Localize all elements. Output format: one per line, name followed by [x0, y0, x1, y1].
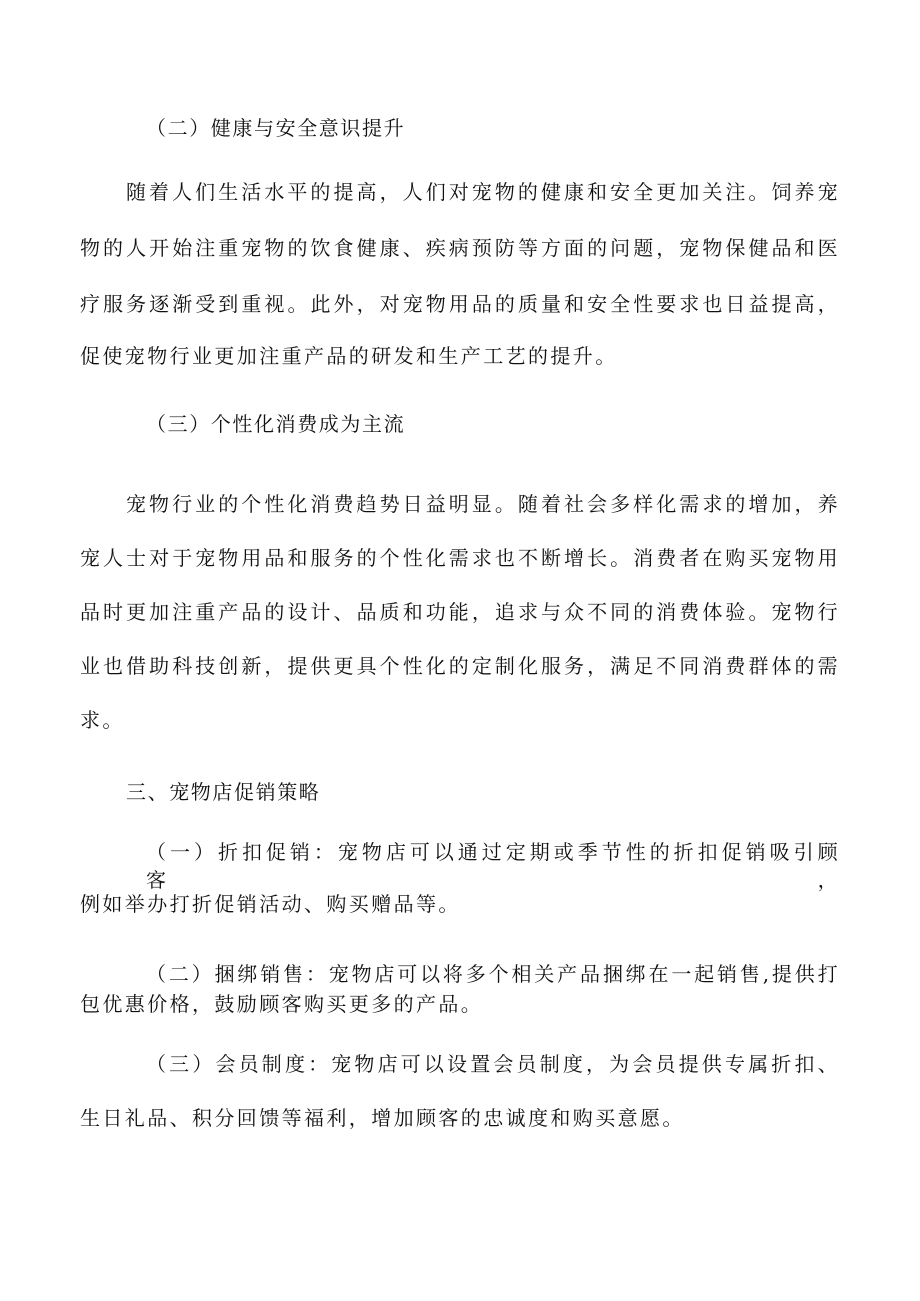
- paragraph-line: 促使宠物行业更加注重产品的研发和生产工艺的提升。: [80, 344, 618, 368]
- section-heading-promotion-strategy: 三、宠物店促销策略: [126, 780, 321, 804]
- paragraph-line: 业也借助科技创新，提供更具个性化的定制化服务，满足不同消费群体的需: [80, 654, 840, 678]
- section-heading-health-safety: （二）健康与安全意识提升: [146, 116, 406, 140]
- list-item-line: （二）捆绑销售：宠物店可以将多个相关产品捆绑在一起销售,提供打: [146, 962, 840, 986]
- section-heading-personalization: （三）个性化消费成为主流: [146, 412, 406, 436]
- list-item-line: （三）会员制度：宠物店可以设置会员制度，为会员提供专属折扣、: [146, 1052, 840, 1076]
- paragraph-line: 求。: [80, 708, 125, 732]
- paragraph-line: 随着人们生活水平的提高，人们对宠物的健康和安全更加关注。饲养宠: [126, 180, 840, 204]
- paragraph-line: 品时更加注重产品的设计、品质和功能，追求与众不同的消费体验。宠物行: [80, 600, 840, 624]
- paragraph-line: 物的人开始注重宠物的饮食健康、疾病预防等方面的问题，宠物保健品和医: [80, 236, 840, 260]
- list-item-line: （一）折扣促销：宠物店可以通过定期或季节性的折扣促销吸引顾客，: [146, 840, 840, 892]
- list-item-line: 包优惠价格，鼓励顾客购买更多的产品。: [80, 992, 484, 1016]
- paragraph-line: 宠人士对于宠物用品和服务的个性化需求也不断增长。消费者在购买宠物用: [80, 546, 840, 570]
- paragraph-line: 疗服务逐渐受到重视。此外，对宠物用品的质量和安全性要求也日益提高，: [80, 292, 840, 316]
- list-item-line: 例如举办打折促销活动、购买赠品等。: [80, 892, 461, 916]
- paragraph-line: 宠物行业的个性化消费趋势日益明显。随着社会多样化需求的增加，养: [126, 492, 840, 516]
- list-item-line: 生日礼品、积分回馈等福利，增加顾客的忠诚度和购买意愿。: [80, 1106, 685, 1130]
